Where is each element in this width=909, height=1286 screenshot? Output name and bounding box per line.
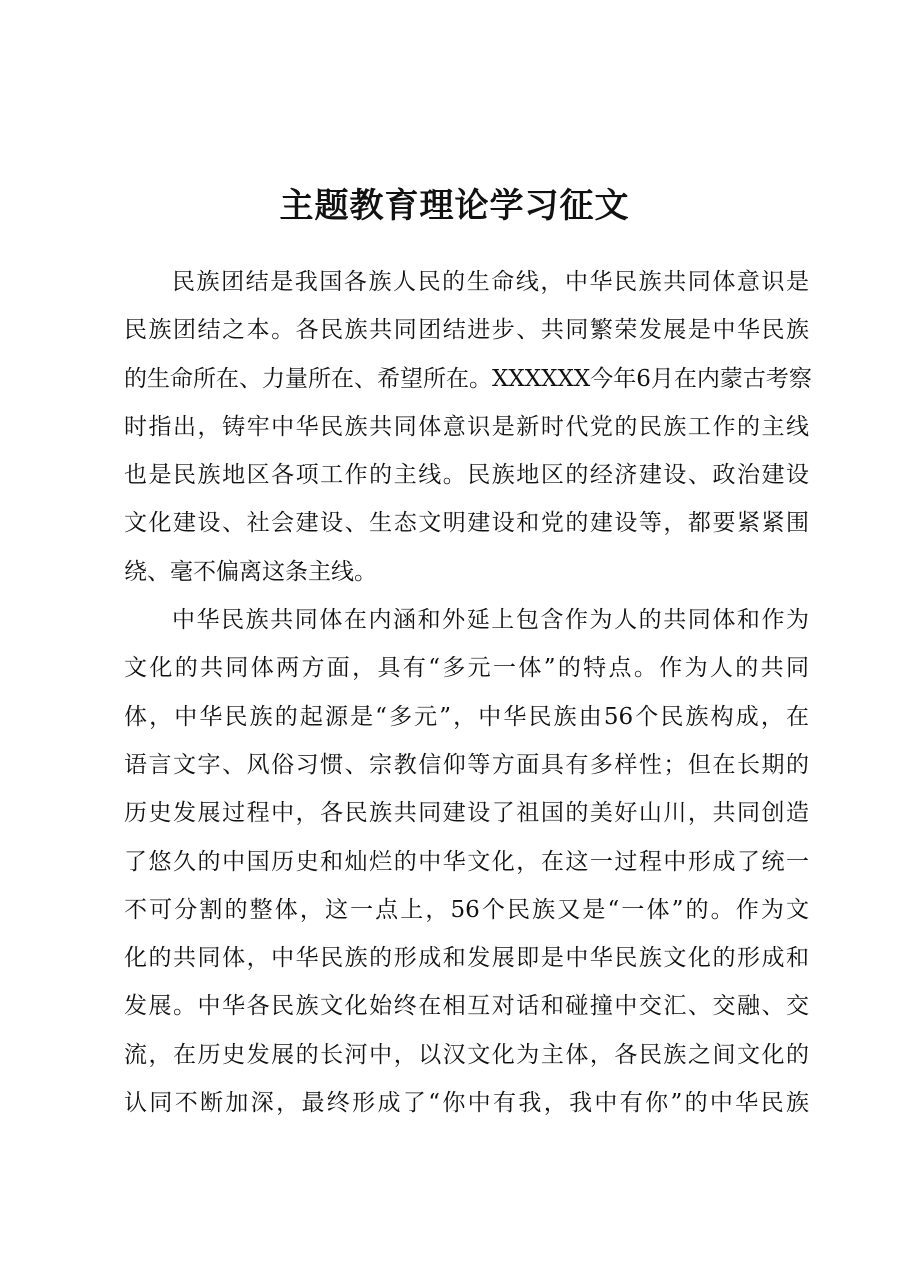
paragraph-1: [124, 258, 812, 596]
paragraph-line: 也是民族地区各项工作的主线。民族地区的经济建设、政治建设: [124, 462, 809, 489]
paragraph-line: 绕、毫不偏离这条主线。: [124, 558, 377, 585]
paragraph-line: 不可分割的整体，这一点上，56个民族又是“一体”的。作为文: [124, 896, 809, 923]
paragraph-line: 文化建设、社会建设、生态文明建设和党的建设等，都要紧紧围: [124, 510, 809, 537]
paragraph-line: 民族团结是我国各族人民的生命线，中华民族共同体意识是: [172, 269, 809, 295]
paragraph-2: [124, 596, 809, 1127]
paragraph-line: 流，在历史发展的长河中，以汉文化为主体，各民族之间文化的: [124, 1041, 809, 1068]
paragraph-line: 文化的共同体两方面，具有“多元一体”的特点。作为人的共同: [124, 655, 809, 682]
document-title: 主题教育理论学习征文: [279, 186, 630, 226]
paragraph-line: 语言文字、风俗习惯、宗教信仰等方面具有多样性；但在长期的: [124, 751, 809, 778]
paragraph-line: 体，中华民族的起源是“多元”，中华民族由56个民族构成，在: [124, 703, 809, 730]
paragraph-line: 发展。中华各民族文化始终在相互对话和碰撞中交汇、交融、交: [124, 993, 809, 1020]
paragraph-line: 的生命所在、力量所在、希望所在。XXXXXX今年6月在内蒙古考察: [124, 365, 812, 392]
paragraph-line: 认同不断加深，最终形成了“你中有我，我中有你”的中华民族: [124, 1090, 809, 1117]
paragraph-line: 中华民族共同体在内涵和外延上包含作为人的共同体和作为: [172, 607, 809, 634]
paragraph-line: 时指出，铸牢中华民族共同体意识是新时代党的民族工作的主线: [124, 413, 809, 440]
document-body: [124, 258, 812, 1127]
paragraph-line: 化的共同体，中华民族的形成和发展即是中华民族文化的形成和: [124, 945, 809, 972]
paragraph-line: 民族团结之本。各民族共同团结进步、共同繁荣发展是中华民族: [124, 317, 809, 344]
paragraph-line: 了悠久的中国历史和灿烂的中华文化，在这一过程中形成了统一: [124, 848, 809, 875]
paragraph-line: 历史发展过程中，各民族共同建设了祖国的美好山川，共同创造: [124, 800, 809, 827]
